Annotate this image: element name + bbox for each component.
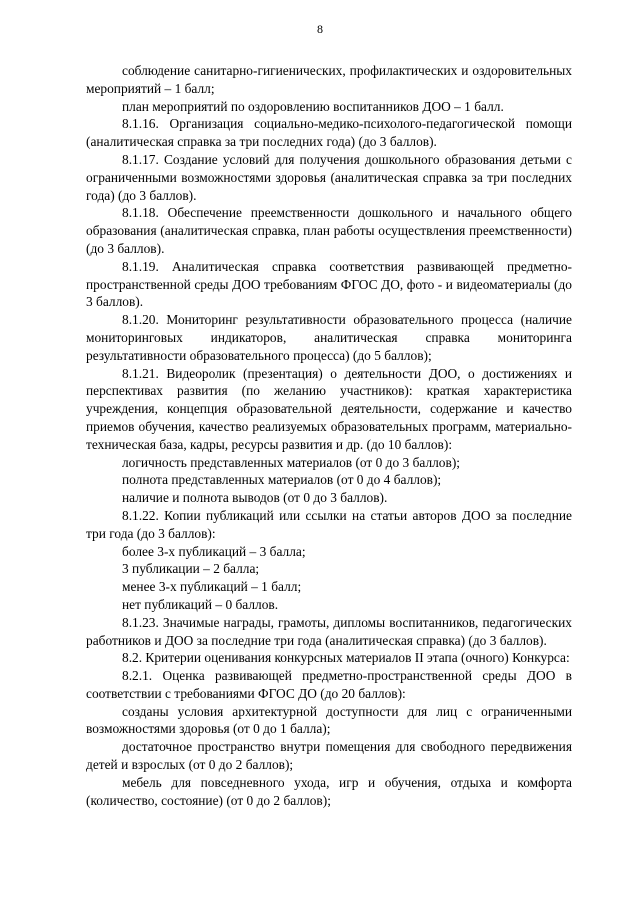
paragraph-more-than-3-publications: более 3-х публикаций – 3 балла; bbox=[122, 543, 306, 559]
paragraph-furniture: мебель для повседневного ухода, игр и обучения, отдыха и комфорта (количество, состояние) (от 0 до 2 баллов); bbox=[86, 774, 572, 808]
paragraph-health-plan: план мероприятий по оздоровлению воспитанников ДОО – 1 балл. bbox=[122, 98, 504, 114]
paragraph-sanitary-measures: соблюдение санитарно-гигиенических, профилактических и оздоровительных мероприятий – 1 балл; bbox=[86, 63, 572, 96]
paragraph-space: достаточное пространство внутри помещения для свободного передвижения детей и взрослых (от 0 до 2 баллов); bbox=[86, 739, 572, 773]
paragraph-logic-materials: логичность представленных материалов (от 0 до 3 баллов); bbox=[122, 454, 461, 470]
paragraph-3-publications: 3 публикации – 2 балла; bbox=[122, 561, 260, 577]
paragraph-8-2-1: 8.2.1. Оценка развивающей предметно-пространственной среды ДОО в соответствии с требованиями ФГОС ДО (до 20 баллов): bbox=[86, 668, 572, 701]
paragraph-accessibility: созданы условия архитектурной доступности для лиц с ограниченными возможностями здоровья (от 0 до 1 балла); bbox=[86, 703, 572, 737]
paragraph-8-1-18: 8.1.18. Обеспечение преемственности дошкольного и начального общего образования (аналитическая справка, план работы осуществления преемственности) (до 3 баллов). bbox=[86, 205, 572, 256]
paragraph-8-1-23: 8.1.23. Значимые награды, грамоты, дипломы воспитанников, педагогических работников и ДОО за последние три года (аналитическая справка) (до 3 баллов). bbox=[86, 614, 572, 648]
paragraph-8-1-20: 8.1.20. Мониторинг результативности образовательного процесса (наличие мониторинговых индикаторов, аналитическая справка мониторинга результативности образовательного процесса) (до 5 баллов); bbox=[86, 312, 572, 363]
paragraph-8-1-22: 8.1.22. Копии публикаций или ссылки на статьи авторов ДОО за последние три года (до 3 баллов): bbox=[86, 507, 572, 541]
page-number: 8 bbox=[317, 22, 323, 36]
paragraph-less-than-3-publications: менее 3-х публикаций – 1 балл; bbox=[122, 579, 302, 595]
paragraph-8-1-19: 8.1.19. Аналитическая справка соответствия развивающей предметно-пространственной среды ДОО требованиям ФГОС ДО, фото - и видеоматериалы (до 3 баллов). bbox=[86, 258, 572, 310]
paragraph-no-publications: нет публикаций – 0 баллов. bbox=[122, 596, 279, 612]
paragraph-8-2: 8.2. Критерии оценивания конкурсных материалов II этапа (очного) Конкурса: bbox=[122, 650, 570, 666]
paragraph-completeness-materials: полнота представленных материалов (от 0 до 4 баллов); bbox=[122, 472, 442, 488]
paragraph-8-1-17: 8.1.17. Создание условий для получения дошкольного образования детьми с ограниченными возможностями здоровья (аналитическая справка за три последних года) (до 3 баллов). bbox=[86, 151, 572, 203]
paragraph-conclusions: наличие и полнота выводов (от 0 до 3 баллов). bbox=[122, 490, 388, 506]
document-text bbox=[86, 62, 572, 809]
paragraph-8-1-21: 8.1.21. Видеоролик (презентация) о деятельности ДОО, о достижениях и перспективах развития (по желанию участников): краткая характеристика учреждения, концепция образовательной деятельности, содержание и качество приемов обучения, качество реализуемых образовательных программ, материально-техническая база, кадры, ресурсы развития и др. (до 10 баллов): bbox=[86, 365, 572, 452]
paragraph-8-1-16: 8.1.16. Организация социально-медико-психолого-педагогической помощи (аналитическая справка за три последних года) (до 3 баллов). bbox=[86, 116, 572, 150]
